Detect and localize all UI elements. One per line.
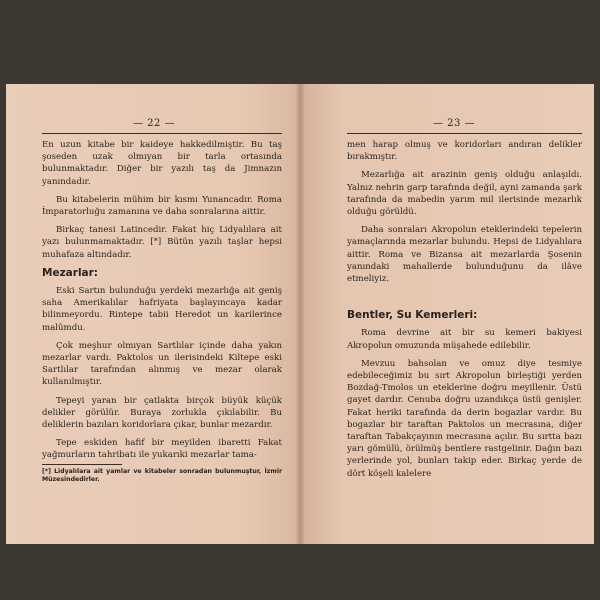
- section-heading-bentler: Bentler, Su Kemerleri:: [347, 309, 478, 322]
- paragraph: Birkaç tanesi Latincedir. Fakat hiç Lidyalılara ait yazı bulunmamaktadır. [*] Bütün yazılı taşlar hepsi muhafaza altındadır.: [42, 225, 282, 260]
- paragraph: En uzun kitabe bir kaideye hakkedilmiştir. Bu taş şoseden uzak olmıyan bir tarla ortasında bulunmaktadır. Diğer bir yazılı taş da Jimnazın yanındadır.: [42, 140, 282, 187]
- section-heading-mezarlar: Mezarlar:: [42, 266, 99, 279]
- spacer: [347, 291, 582, 305]
- paragraph: Bu kitabelerin mühim bir kısmı Yunancadır. Roma İmparatorluğu zamanına ve daha sonralarına aittir.: [42, 194, 282, 218]
- book-gutter: [295, 84, 305, 544]
- paragraph: Tepeyi yaran bir çatlakta birçok büyük küçük delikler görülür. Buraya zorlukla çıkılabilir. Bu deliklerin bazıları koridorlara çıkar, bunlar mezardır.: [42, 395, 282, 431]
- paragraph: men harap olmuş ve koridorları andıran delikler bırakmıştır.: [347, 140, 582, 163]
- open-book: [6, 84, 594, 544]
- paragraph: Daha sonraları Akropolun eteklerindeki tepelerin yamaçlarında mezarlar bulundu. Hepsi de Lidyalılara aittir. Roma ve Bizansa ait mezarlarda Şosenin yanındaki mahallerde bulunduğunu da ilâve etmeliyiz.: [347, 225, 582, 285]
- paragraph: Mevzuu bahsolan ve omuz diye tesmiye edebileceğimiz bu sırt Akropolun birleştiği yerden Bozdağ-Tmolos un eteklerine doğru meyillenir. Üstü gayet dardır. Cenuba doğru uzandıkça üstü genişler. Fakat heriki tarafında da derin bogazlar vardır. Bu bogazlar bir taraftan Paktolos un mecrasına, diğer taraftan Tabakçayının mecrasına açılır. Bu sırtta bazı yarı gömülü, örülmüş bentlere rastgelinir. Dağın bazı yerlerinde yol, bunları takip eder. Birkaç yerde de dört köşeli kalelere: [347, 358, 582, 479]
- header-rule: [347, 133, 582, 134]
- page-number-23: — 23 —: [433, 118, 476, 129]
- paragraph: Eski Sartın bulunduğu yerdeki mezarlığa ait geniş saha Amerikalılar hafriyata başlayıncaya kadar bilinmeyordu. Rintepe tabii Heredot un karilerince malûmdu.: [42, 286, 282, 333]
- header-rule: [42, 133, 282, 134]
- paragraph: Roma devrine ait bir su kemeri bakiyesi Akropolun omuzunda müşahede edilebilir.: [347, 328, 582, 351]
- footnote: [*] Lidyalılara ait yamlar ve kitabeler sonradan bulunmuştur, İzmir Müzesindedirler.: [42, 467, 282, 483]
- page-number-22: — 22 —: [133, 118, 176, 129]
- paragraph: Tepe eskiden hafif bir meyilden ibaretti Fakat yağmurların tahribatı ile yukarıki mezarlar tama-: [42, 438, 282, 461]
- right-page: [300, 84, 594, 544]
- paragraph: Çok meşhur olmıyan Sartlılar içinde daha yakın mezarlar vardı. Paktolos un ilerisindeki Kiltepe eski Sartlılar tarafından alınmış ve mezar olarak kullanılmıştır.: [42, 340, 282, 388]
- footnote-rule: [42, 464, 122, 465]
- paragraph: Mezarlığa ait arazinin geniş olduğu anlaşıldı. Yalnız nehrin garp tarafında değil, ayni zamanda şark tarafında da mabedin yarım mil ilerisinde mezarlık olduğu görüldü.: [347, 170, 582, 218]
- left-page-text: [42, 139, 282, 484]
- left-page: [6, 84, 300, 544]
- right-page-text: [347, 139, 582, 486]
